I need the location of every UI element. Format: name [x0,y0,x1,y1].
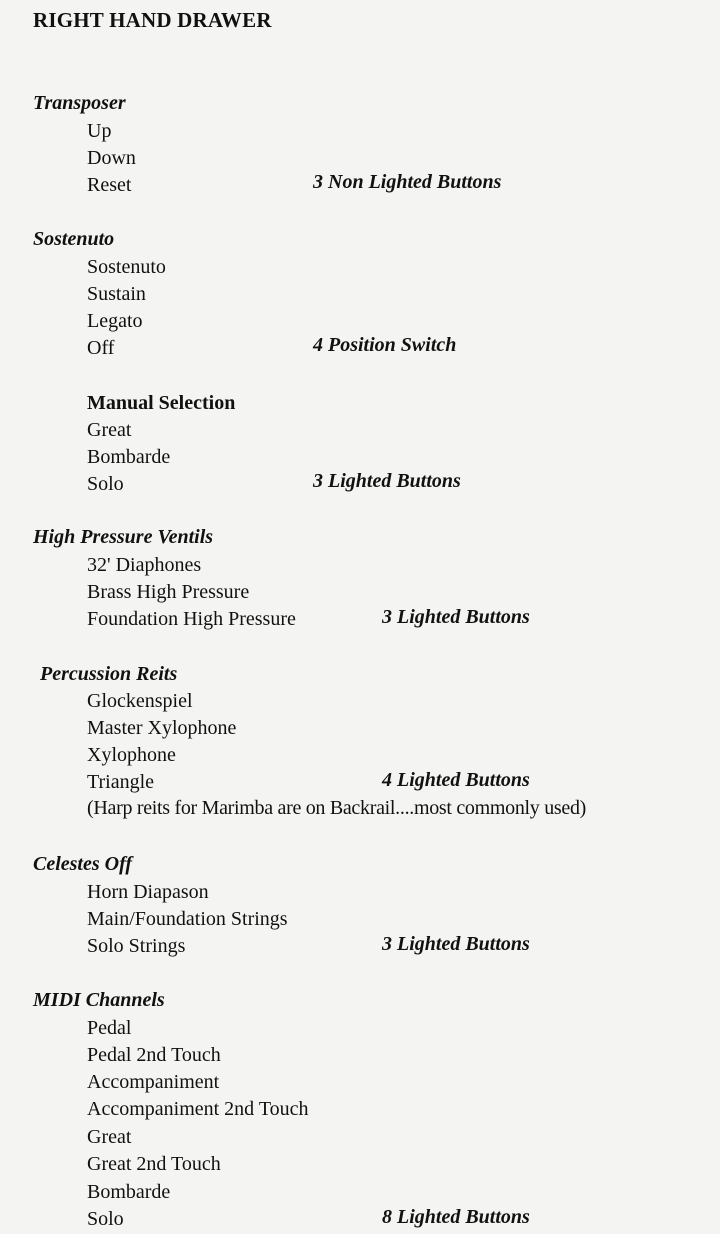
section-note-percussion: 4 Lighted Buttons [382,769,530,791]
list-item: Up [87,120,112,142]
section-note-sostenuto: 4 Position Switch [313,334,457,356]
section-heading-manual-selection: Manual Selection [87,392,236,414]
list-item: Bombarde [87,1181,171,1203]
list-item: Off [87,337,115,359]
list-item: Pedal [87,1017,132,1039]
section-note-celestes: 3 Lighted Buttons [382,933,530,955]
section-heading-percussion: Percussion Reits [40,663,178,685]
list-item: Sostenuto [87,256,166,278]
list-item: Reset [87,174,132,196]
list-item: Great 2nd Touch [87,1153,221,1175]
list-item: Great [87,1126,132,1148]
list-item: Legato [87,310,143,332]
section-note-manual-selection: 3 Lighted Buttons [313,470,461,492]
section-heading-midi: MIDI Channels [33,989,165,1011]
section-heading-sostenuto: Sostenuto [33,228,115,250]
list-item: Triangle [87,771,155,793]
list-item: Brass High Pressure [87,581,250,603]
list-item: Main/Foundation Strings [87,908,288,930]
list-item: 32' Diaphones [87,554,202,576]
list-item: Down [87,147,136,169]
list-item: Foundation High Pressure [87,608,296,630]
list-item: Horn Diapason [87,881,209,903]
list-item: Xylophone [87,744,176,766]
page-title: RIGHT HAND DRAWER [33,8,272,32]
list-item: Accompaniment 2nd Touch [87,1098,309,1120]
section-heading-transposer: Transposer [33,92,126,114]
list-item: Glockenspiel [87,690,193,712]
section-note-transposer: 3 Non Lighted Buttons [313,171,502,193]
list-item: Solo [87,473,124,495]
section-note-high-pressure: 3 Lighted Buttons [382,606,530,628]
section-heading-celestes: Celestes Off [33,853,133,875]
list-item: Accompaniment [87,1071,220,1093]
list-item: Solo Strings [87,935,186,957]
list-item: Bombarde [87,446,171,468]
section-note-midi: 8 Lighted Buttons [382,1206,530,1228]
list-item: Sustain [87,283,146,305]
section-remark-percussion: (Harp reits for Marimba are on Backrail....most commonly used) [87,797,587,819]
list-item: Great [87,419,132,441]
list-item: Master Xylophone [87,717,237,739]
list-item: Solo [87,1208,124,1230]
list-item: Pedal 2nd Touch [87,1044,221,1066]
section-heading-high-pressure: High Pressure Ventils [33,526,214,548]
